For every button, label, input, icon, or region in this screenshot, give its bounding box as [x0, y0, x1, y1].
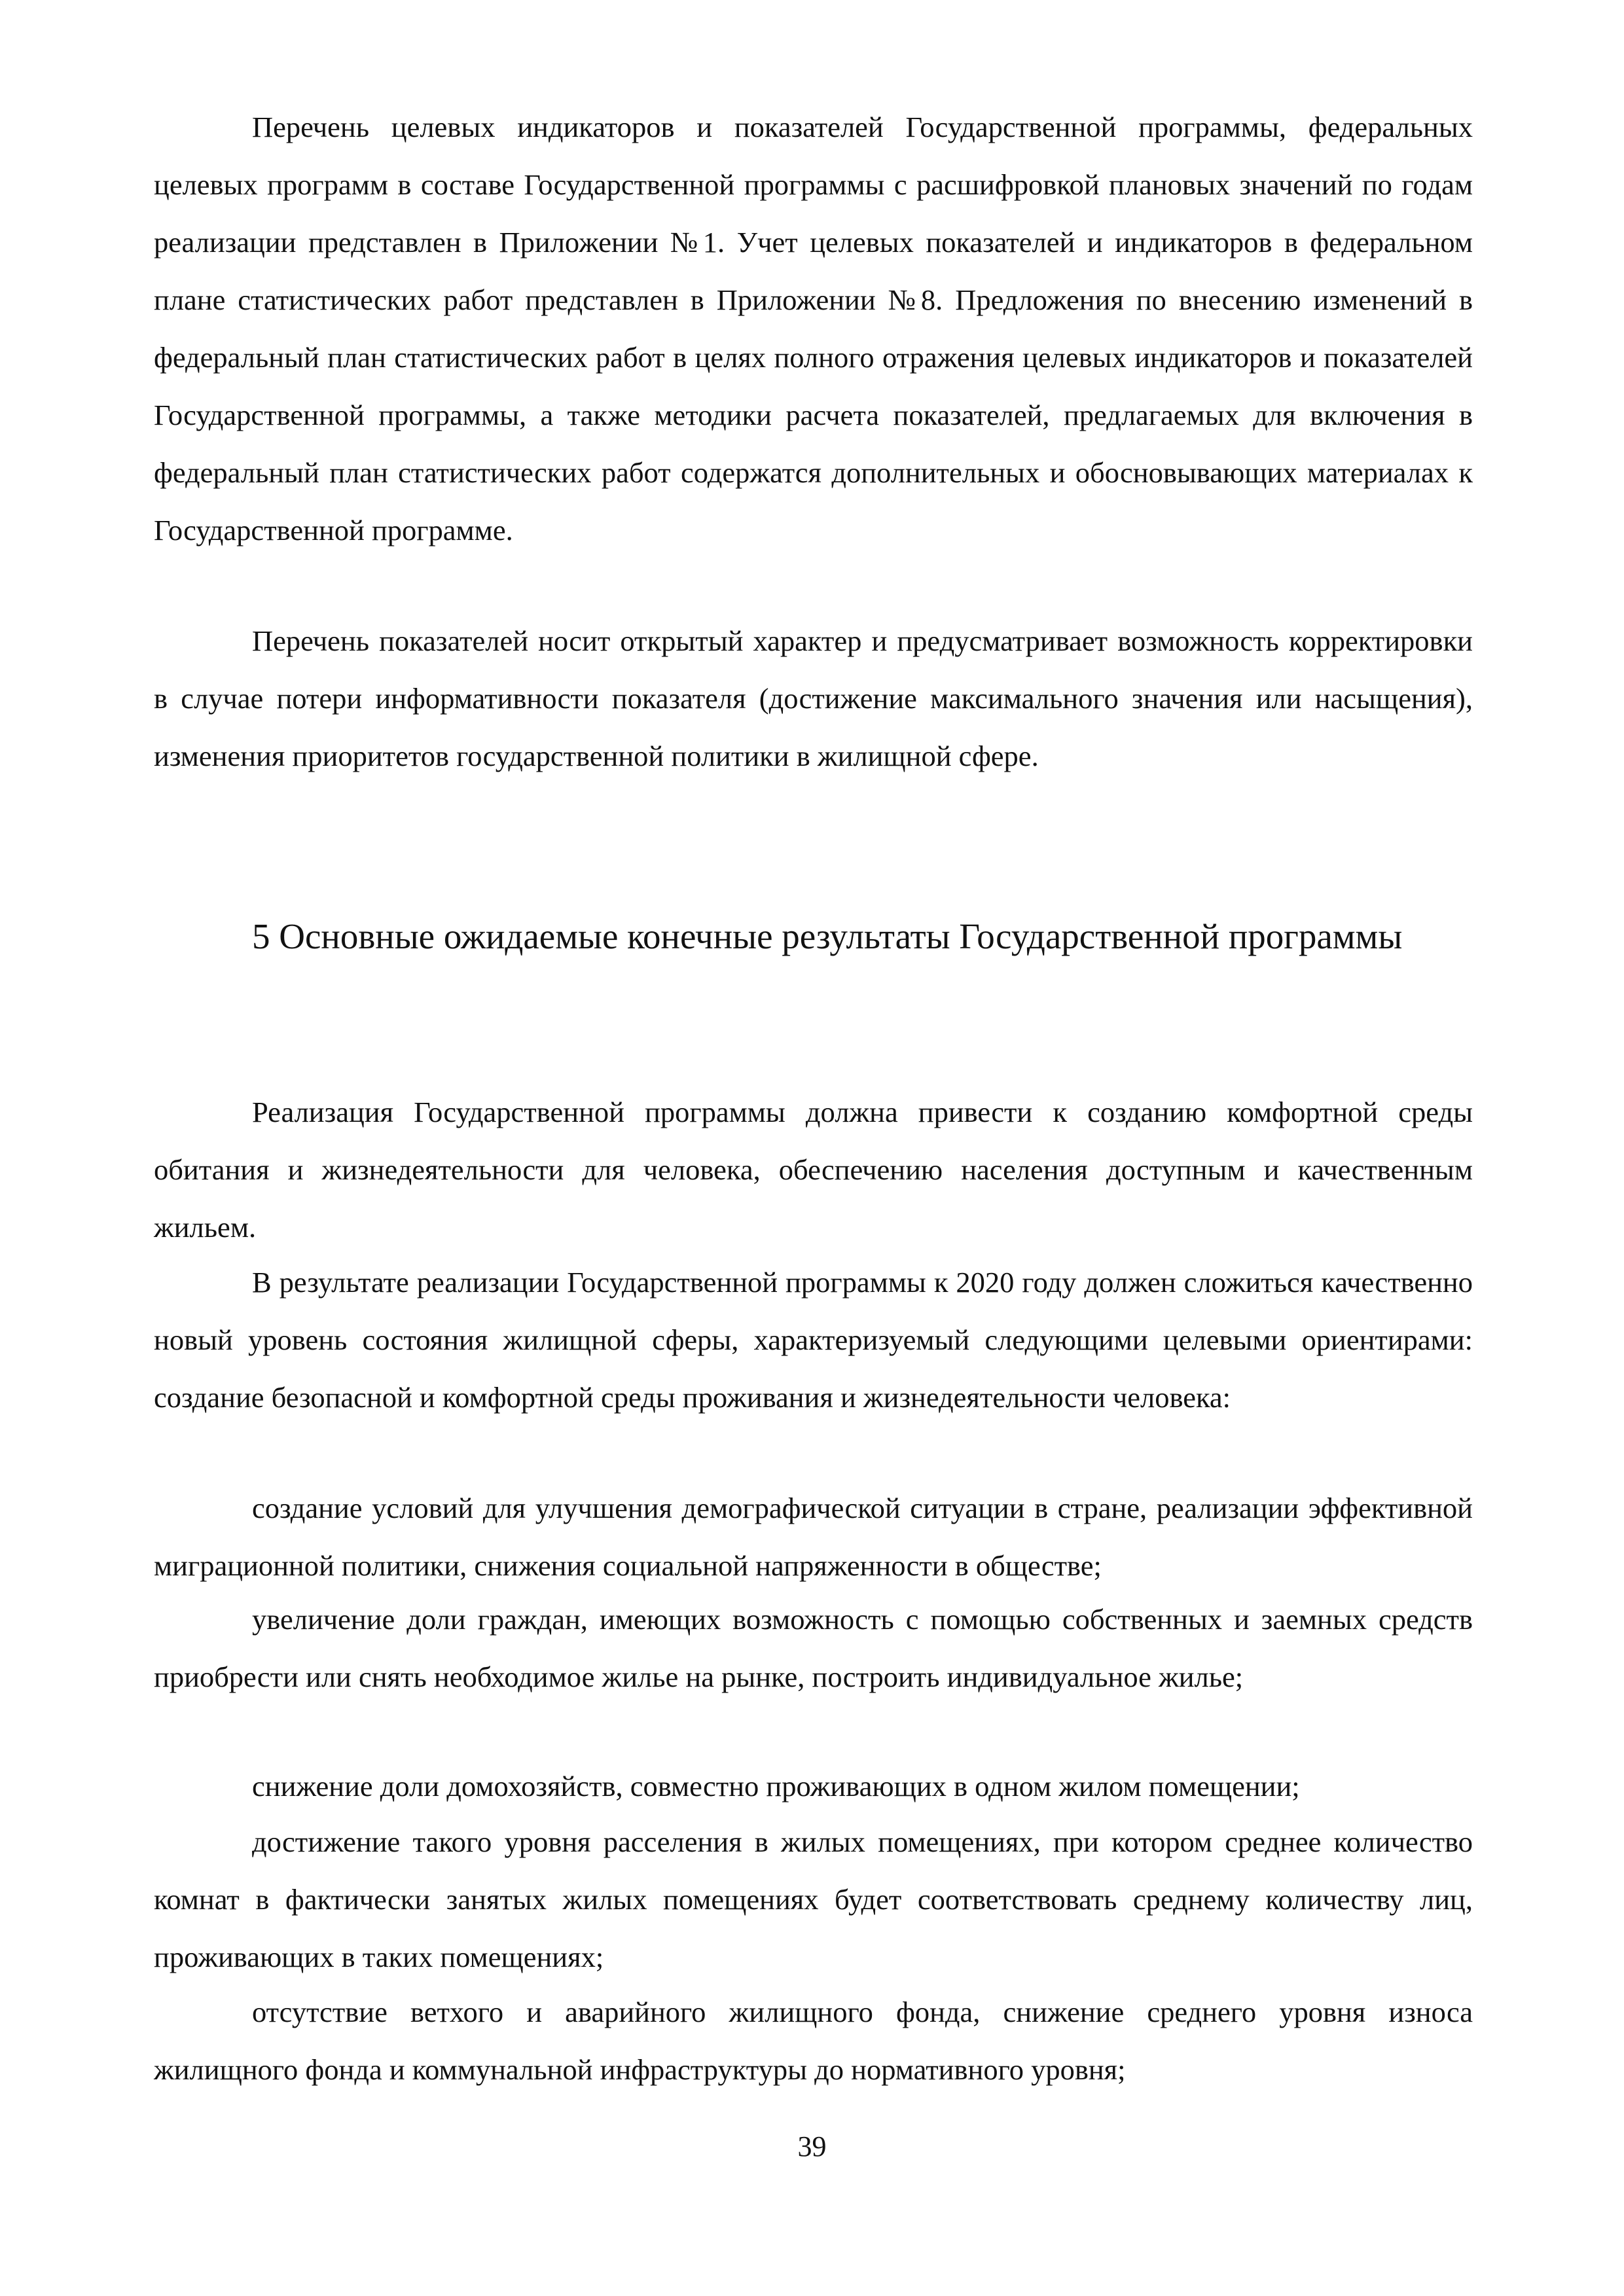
paragraph-open-character: Перечень показателей носит открытый характер и предусматривает возможность корректировки в случае потери информативности показателя (достижение максимального значения или насыщения), изменения приоритетов государственной политики в жилищной сфере. [154, 624, 1473, 772]
paragraph-expected-level: В результате реализации Государственной программы к 2020 году должен сложиться качественно новый уровень состояния жилищной сферы, характеризуемый следующими целевыми ориентирами: создание безопасной и комфортной среды проживания и жизнедеятельности человека: [154, 1266, 1473, 1414]
paragraph-indicators-list: Перечень целевых индикаторов и показателей Государственной программы, федеральных целевых программ в составе Государственной программы с расшифровкой плановых значений по годам реализации представлен в Приложении №1. Учет целевых показателей и индикаторов в федеральном плане статистических работ представлен в Приложении №8. Предложения по внесению изменений в федеральный план статистических работ в целях полного отражения целевых индикаторов и показателей Государственной программы, а также методики расчета показателей, предлагаемых для включения в федеральный план статистических работ содержатся дополнительных и обосновывающих материалах к Государственной программе. [154, 111, 1473, 547]
list-item-housing-access: увеличение доли граждан, имеющих возможность с помощью собственных и заемных средств приобрести или снять необходимое жилье на рынке, построить индивидуальное жилье; [154, 1603, 1473, 1693]
paragraph-program-goal: Реализация Государственной программы должна привести к созданию комфортной среды обитания и жизнедеятельности для человека, обеспечению населения доступным и качественным жильем. [154, 1096, 1473, 1244]
list-item-rooms-ratio: достижение такого уровня расселения в жилых помещениях, при котором среднее количество комнат в фактически занятых жилых помещениях будет соответствовать среднему количеству лиц, проживающих в таких помещениях; [154, 1825, 1473, 1973]
section-heading: 5 Основные ожидаемые конечные результаты Государственной программы [252, 916, 1403, 956]
page-number: 39 [797, 2130, 827, 2162]
list-item-dilapidated-housing: отсутствие ветхого и аварийного жилищного фонда, снижение среднего уровня износа жилищного фонда и коммунальной инфраструктуры до нормативного уровня; [154, 1996, 1473, 2086]
list-item-demography: создание условий для улучшения демографической ситуации в стране, реализации эффективной миграционной политики, снижения социальной напряженности в обществе; [154, 1492, 1473, 1582]
list-item-households: снижение доли домохозяйств, совместно проживающих в одном жилом помещении; [252, 1770, 1300, 1803]
